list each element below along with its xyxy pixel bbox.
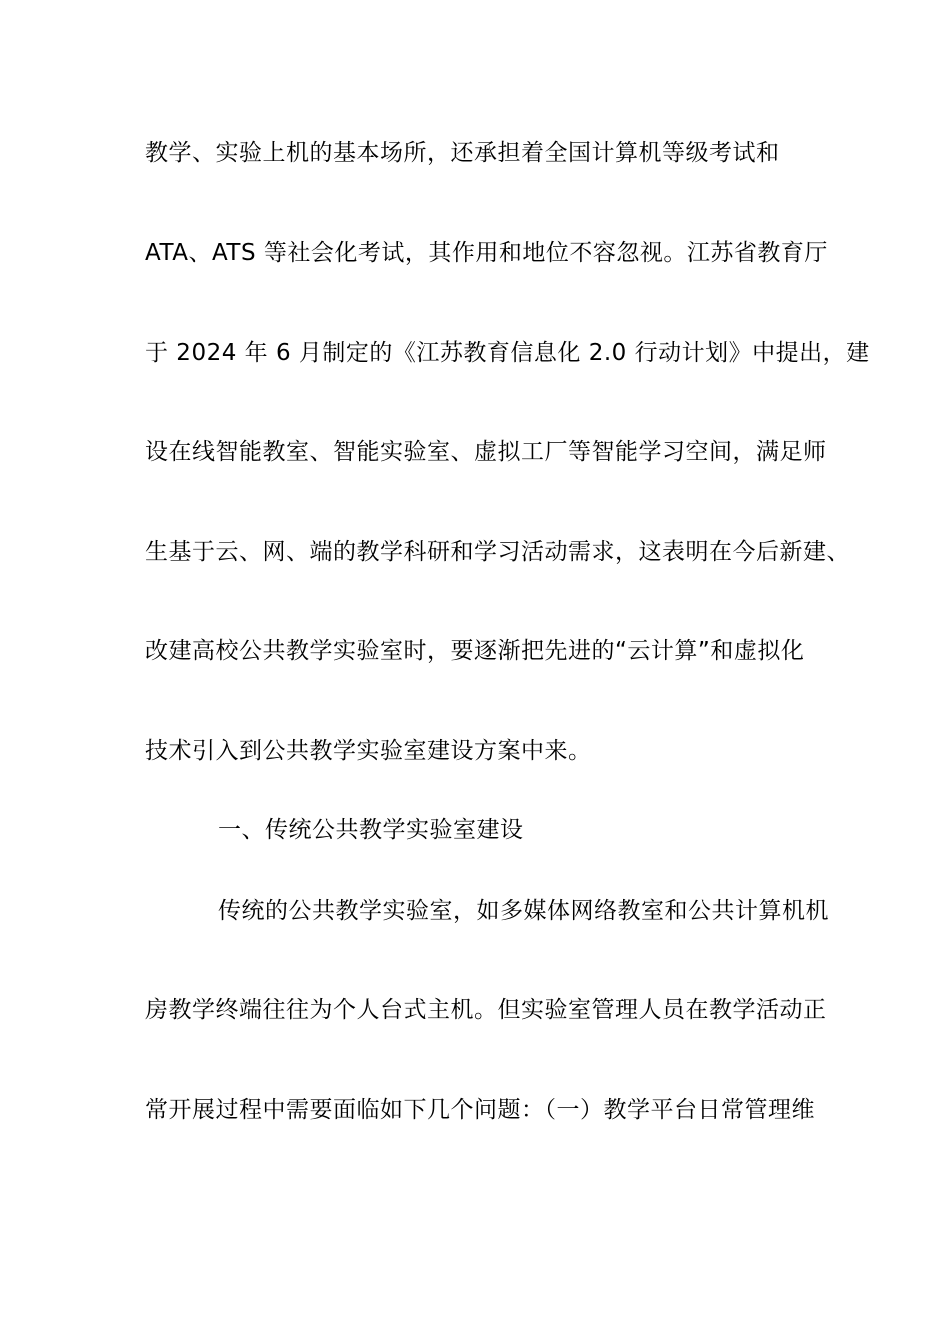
paragraph-line: 传统的公共教学实验室，如多媒体网络教室和公共计算机机 (218, 898, 829, 924)
paragraph-line: 设在线智能教室、智能实验室、虚拟工厂等智能学习空间，满足师 (145, 439, 827, 465)
paragraph-line: 技术引入到公共教学实验室建设方案中来。 (145, 738, 592, 764)
paragraph-line: 教学、实验上机的基本场所，还承担着全国计算机等级考试和 (145, 140, 780, 166)
section-heading: 一、传统公共教学实验室建设 (218, 817, 524, 843)
paragraph-line: 于 2024 年 6 月制定的《江苏教育信息化 2.0 行动计划》中提出，建 (145, 340, 870, 366)
paragraph-line: ATA、ATS 等社会化考试，其作用和地位不容忽视。江苏省教育厅 (145, 240, 828, 266)
paragraph-line: 房教学终端往往为个人台式主机。但实验室管理人员在教学活动正 (145, 997, 827, 1023)
paragraph-line: 常开展过程中需要面临如下几个问题：（一）教学平台日常管理维 (145, 1097, 815, 1123)
paragraph-line: 改建高校公共教学实验室时，要逐渐把先进的“云计算”和虚拟化 (145, 638, 805, 664)
paragraph-line: 生基于云、网、端的教学科研和学习活动需求，这表明在今后新建、 (145, 539, 850, 565)
